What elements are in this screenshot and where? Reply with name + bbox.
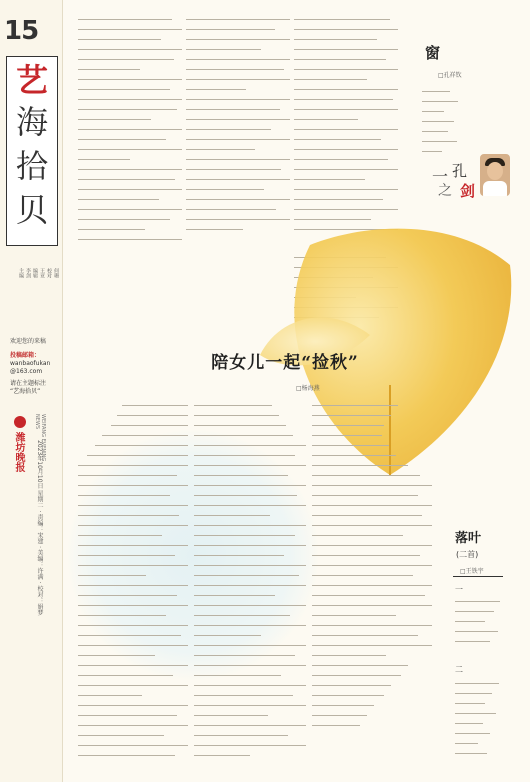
article-author: □杨海燕 [296,385,320,392]
submission-note: 请在主题标注 [10,380,47,387]
column-name-char: 孔 [452,162,468,180]
column-name-char: 一 [432,167,449,186]
column-name-char: 剑 [460,182,476,200]
author-portrait [480,154,510,196]
paper-name-en: WEIFANG EVENING NEWS [34,414,46,462]
editor-credit: 何珊 [53,268,59,278]
leaf-poem-title: 落叶 [455,531,482,546]
lower-article-column-2 [194,400,306,776]
poem-author: □孔祥钦 [438,72,462,79]
editor-credit: 王亚 [39,268,45,278]
editor-credit: 校对 [46,268,52,278]
submission-note-column: “艺海拾贝” [10,388,41,395]
paper-name: 潍坊晚报 [13,432,24,472]
leaf-poem-part-2 [455,678,505,774]
poem-title: 窗 [425,44,441,62]
editor-credit: 李剑 [25,268,31,278]
left-rail [0,0,63,782]
page-number: 15 [4,16,39,46]
section-title-char-4: 贝 [15,191,48,229]
editor-credit: 编辑 [32,268,38,278]
editor-credit: 主编 [18,268,24,278]
leaf-poem-section-number: 二 [455,665,463,674]
date-and-staff-line: 2023年10月10日 星期二 · 责编：宋建 · 美编：许满 · 校对：娟梦 [36,440,43,616]
leaf-poem-divider [453,576,503,577]
section-title-char-1: 艺 [15,61,48,99]
article-column-1 [78,14,182,246]
column-name-char: 之 [438,183,452,199]
leaf-poem-part-1 [455,596,505,656]
section-title-char-2: 海 [15,103,48,141]
section-title-char-3: 拾 [15,147,48,185]
article-headline [0,348,530,373]
paper-logo [10,410,56,472]
section-title-box [6,56,58,246]
lower-article-column-1 [78,400,188,776]
logo-emblem-icon [14,416,26,428]
submission-email-domain[interactable]: @163.com [10,368,43,375]
submission-slogan: 欢迎您的来稿 [10,338,47,345]
leaf-poem-section-number: 一 [455,585,463,594]
lower-article-column-3 [312,400,432,776]
leaf-poem-author: □王铁宇 [460,568,484,575]
article-title: 陪女儿一起“捡秋” [211,353,359,373]
column-name [432,160,480,200]
leaf-poem-subtitle: (二首) [456,550,479,559]
submission-email-label: 投稿邮箱： [10,352,41,359]
editor-credits [18,268,59,332]
submission-email[interactable]: wanbaofukan [10,360,51,367]
poem-body [422,86,462,156]
